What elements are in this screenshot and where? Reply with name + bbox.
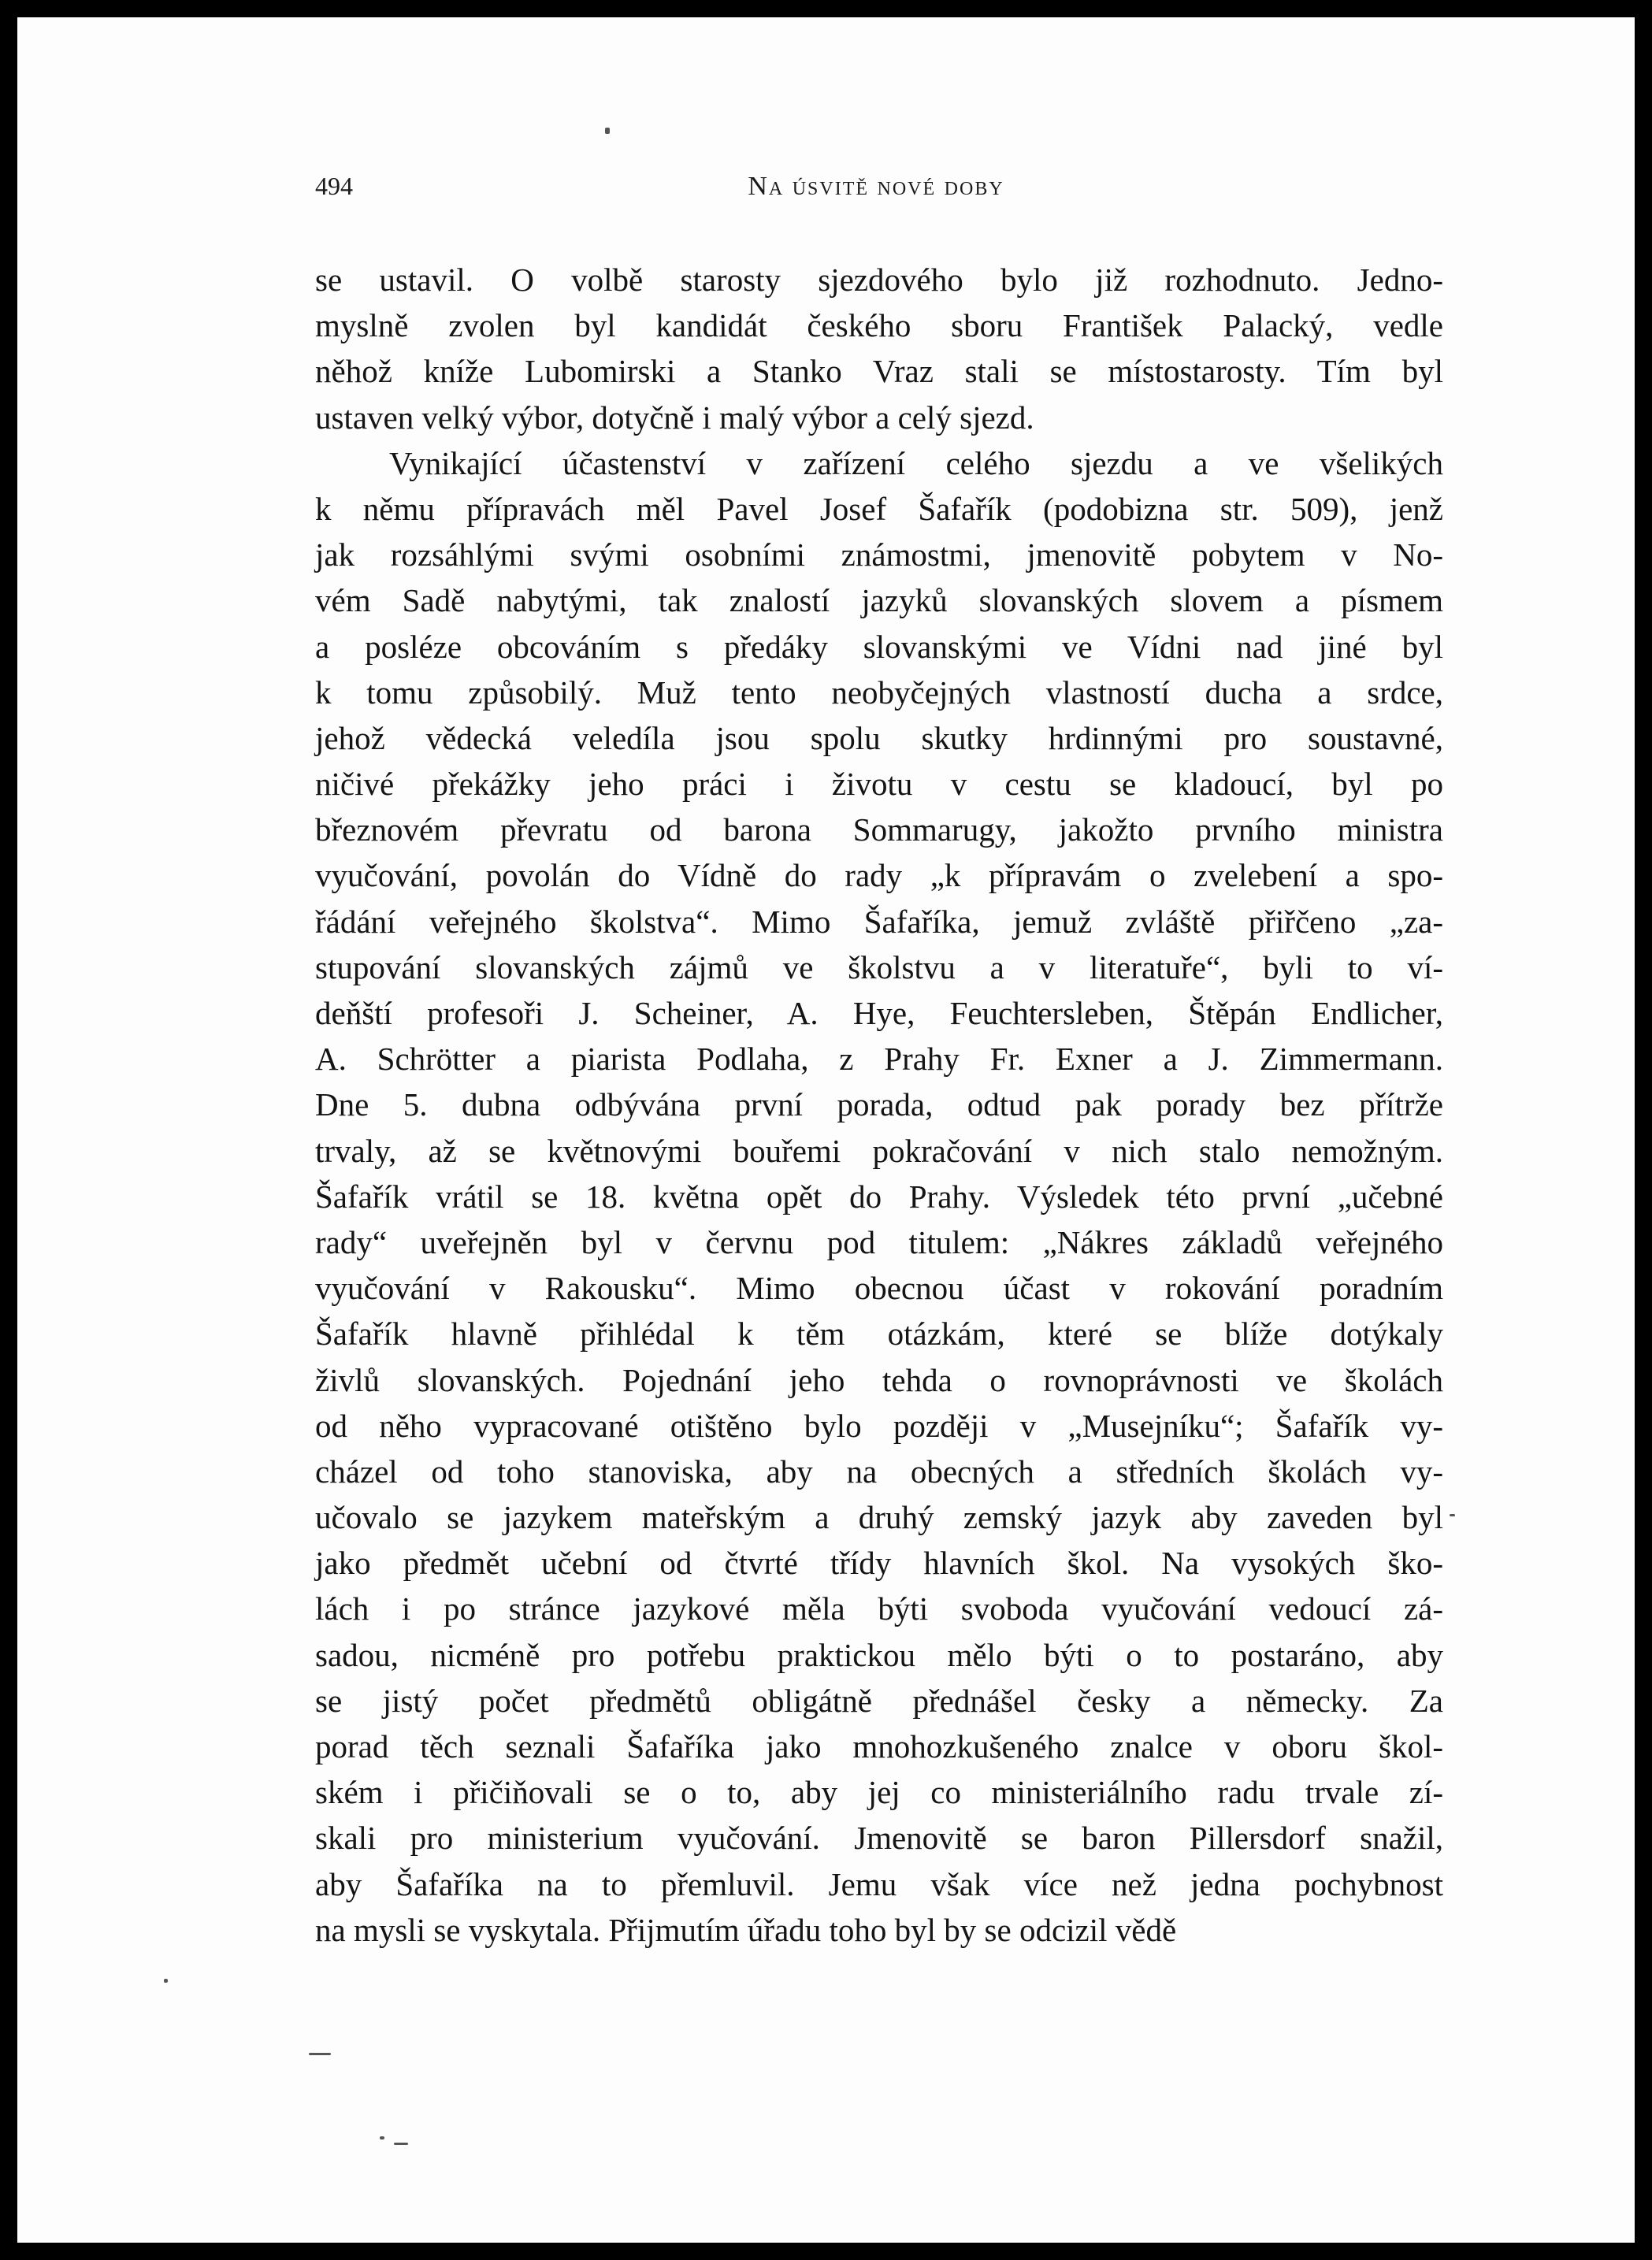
text-line: Šafařík vrátil se 18. května opět do Prahy. Výsledek této první „učebné bbox=[315, 1178, 1443, 1215]
text-line: k němu přípravách měl Pavel Josef Šafařík (podobizna str. 509), jenž bbox=[315, 490, 1443, 527]
text-line: a posléze obcováním s předáky slovanskými ve Vídni nad jiné byl bbox=[315, 628, 1443, 665]
text-line: aby Šafaříka na to přemluvil. Jemu však více než jedna pochybnost bbox=[315, 1865, 1443, 1902]
text-line: Dne 5. dubna odbývána první porada, odtud pak porady bez přítrže bbox=[315, 1086, 1443, 1123]
text-line: porad těch seznali Šafaříka jako mnohozkušeného znalce v oboru škol- bbox=[315, 1728, 1443, 1765]
text-line: březnovém převratu od barona Sommarugy, jakožto prvního ministra bbox=[315, 811, 1443, 848]
text-line: A. Schrötter a piarista Podlaha, z Prahy Fr. Exner a J. Zimmermann. bbox=[315, 1041, 1443, 1078]
text-line: ustaven velký výbor, dotyčně i malý výbor a celý sjezd. bbox=[315, 399, 1034, 436]
text-line: ském i přičiňovali se o to, aby jej co ministeriálního radu trvale zí- bbox=[315, 1774, 1443, 1811]
text-line: od něho vypracované otištěno bylo později v „Musejníku“; Šafařík vy- bbox=[315, 1407, 1443, 1444]
text-line: jako předmět učební od čtvrté třídy hlavních škol. Na vysokých ško- bbox=[315, 1545, 1443, 1582]
running-title: Na úsvitě nové doby bbox=[748, 172, 1004, 201]
text-line: deňští profesoři J. Scheiner, A. Hye, Feuchtersleben, Štěpán Endlicher, bbox=[315, 995, 1443, 1031]
text-line: cházel od toho stanoviska, aby na obecných a středních školách vy- bbox=[315, 1453, 1443, 1490]
text-line: sadou, nicméně pro potřebu praktickou mělo býti o to postaráno, aby bbox=[315, 1636, 1443, 1673]
text-line: se ustavil. O volbě starosty sjezdového bylo již rozhodnuto. Jedno- bbox=[315, 262, 1443, 298]
scan-speck bbox=[394, 2143, 408, 2145]
text-line: vyučování, povolán do Vídně do rady „k přípravám o zvelebení a spo- bbox=[315, 857, 1443, 894]
text-line: řádání veřejného školstva“. Mimo Šafaříka, jemuž zvláště přiřčeno „za- bbox=[315, 903, 1443, 940]
text-line: vyučování v Rakousku“. Mimo obecnou účast v rokování poradním bbox=[315, 1270, 1443, 1307]
text-line: rady“ uveřejněn byl v červnu pod titulem: „Nákres základů veřejného bbox=[315, 1223, 1443, 1260]
text-line: na mysli se vyskytala. Přijmutím úřadu toho byl by se odcizil vědě bbox=[315, 1911, 1177, 1948]
text-line: jak rozsáhlými svými osobními známostmi, jmenovitě pobytem v No- bbox=[315, 536, 1443, 573]
scan-speck bbox=[309, 2053, 331, 2055]
text-line: trvaly, až se květnovými bouřemi pokračování v nich stalo nemožným. bbox=[315, 1132, 1443, 1169]
text-line: Vynikající účastenství v zařízení celého sjezdu a ve všelikých bbox=[389, 444, 1443, 481]
scan-speck bbox=[1450, 1514, 1455, 1516]
text-line: živlů slovanských. Pojednání jeho tehda o rovnoprávnosti ve školách bbox=[315, 1361, 1443, 1398]
text-line: se jistý počet předmětů obligátně přednášel česky a německy. Za bbox=[315, 1682, 1443, 1719]
scan-speck bbox=[605, 128, 610, 134]
text-line: učovalo se jazykem mateřským a druhý zemský jazyk aby zaveden byl bbox=[315, 1499, 1443, 1536]
text-line: vém Sadě nabytými, tak znalostí jazyků slovanských slovem a písmem bbox=[315, 582, 1443, 619]
scan-speck bbox=[164, 1979, 168, 1983]
text-line: k tomu způsobilý. Muž tento neobyčejných vlastností ducha a srdce, bbox=[315, 674, 1443, 711]
text-line: ničivé překážky jeho práci i životu v cestu se kladoucí, byl po bbox=[315, 766, 1443, 803]
text-line: jehož vědecká veledíla jsou spolu skutky hrdinnými pro soustavné, bbox=[315, 719, 1443, 756]
text-line: skali pro ministerium vyučování. Jmenovitě se baron Pillersdorf snažil, bbox=[315, 1820, 1443, 1857]
scan-speck bbox=[380, 2136, 384, 2139]
running-head bbox=[309, 172, 1443, 203]
text-line: myslně zvolen byl kandidát českého sboru František Palacký, vedle bbox=[315, 307, 1443, 344]
body-text bbox=[315, 257, 1443, 1953]
text-line: stupování slovanských zájmů ve školstvu a v literatuře“, byli to ví- bbox=[315, 948, 1443, 985]
book-page bbox=[17, 17, 1635, 2243]
page-number: 494 bbox=[315, 172, 353, 200]
text-line: Šafařík hlavně přihlédal k těm otázkám, které se blíže dotýkaly bbox=[315, 1316, 1443, 1353]
text-line: lách i po stránce jazykové měla býti svoboda vyučování vedoucí zá- bbox=[315, 1590, 1443, 1627]
text-line: něhož kníže Lubomirski a Stanko Vraz stali se místostarosty. Tím byl bbox=[315, 353, 1443, 390]
